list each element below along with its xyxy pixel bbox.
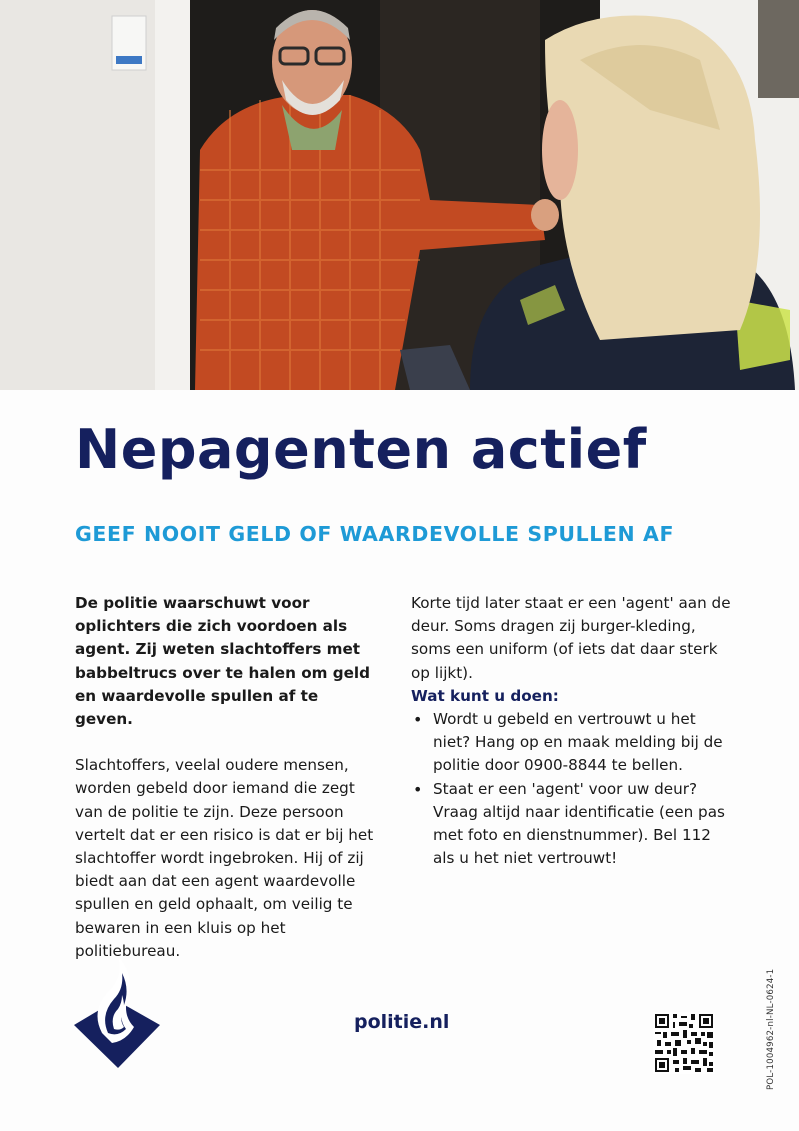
- left-column: [75, 592, 380, 963]
- right-column: [411, 592, 731, 870]
- page-subtitle: GEEF NOOIT GELD OF WAARDEVOLLE SPULLEN AF: [75, 522, 675, 546]
- police-flame-logo: [72, 955, 164, 1070]
- body-paragraph: Slachtoffers, veelal oudere mensen, worden gebeld door iemand die zegt van de politie te zijn. Deze persoon vertelt dat er een risico is dat er bij het slachtoffer wordt ingebroken. Hij of zij biedt aan dat een agent waardevolle spullen en geld ophaalt, om veilig te bewaren in een kluis op het politiebureau.: [75, 756, 374, 960]
- tips-list: [411, 708, 731, 870]
- header-photo: [0, 0, 799, 390]
- page-title: Nepagenten actief: [75, 418, 647, 481]
- qr-code-icon: [653, 1012, 715, 1074]
- list-item: • Staat er een 'agent' voor uw deur? Vraag altijd naar identificatie (een pas met foto en dienstnummer). Bel 112 als u het niet vertrouwt!: [411, 778, 731, 871]
- body-paragraph: Korte tijd later staat er een 'agent' aan de deur. Soms dragen zij burger-kleding, soms een uniform (of iets dat daar sterk op lijkt).: [411, 594, 731, 682]
- list-item: • Wordt u gebeld en vertrouwt u het niet? Hang op en maak melding bij de politie door 0900-8844 te bellen.: [411, 708, 731, 778]
- intro-paragraph: De politie waarschuwt voor oplichters die zich voordoen als agent. Zij weten slachtoffers met babbeltrucs over te halen om geld en waardevolle spullen af te geven.: [75, 594, 370, 729]
- document-code: POL-1004962-nl-NL-0624-1: [766, 968, 776, 1090]
- website-link[interactable]: politie.nl: [354, 1011, 450, 1033]
- tips-heading: Wat kunt u doen:: [411, 686, 559, 705]
